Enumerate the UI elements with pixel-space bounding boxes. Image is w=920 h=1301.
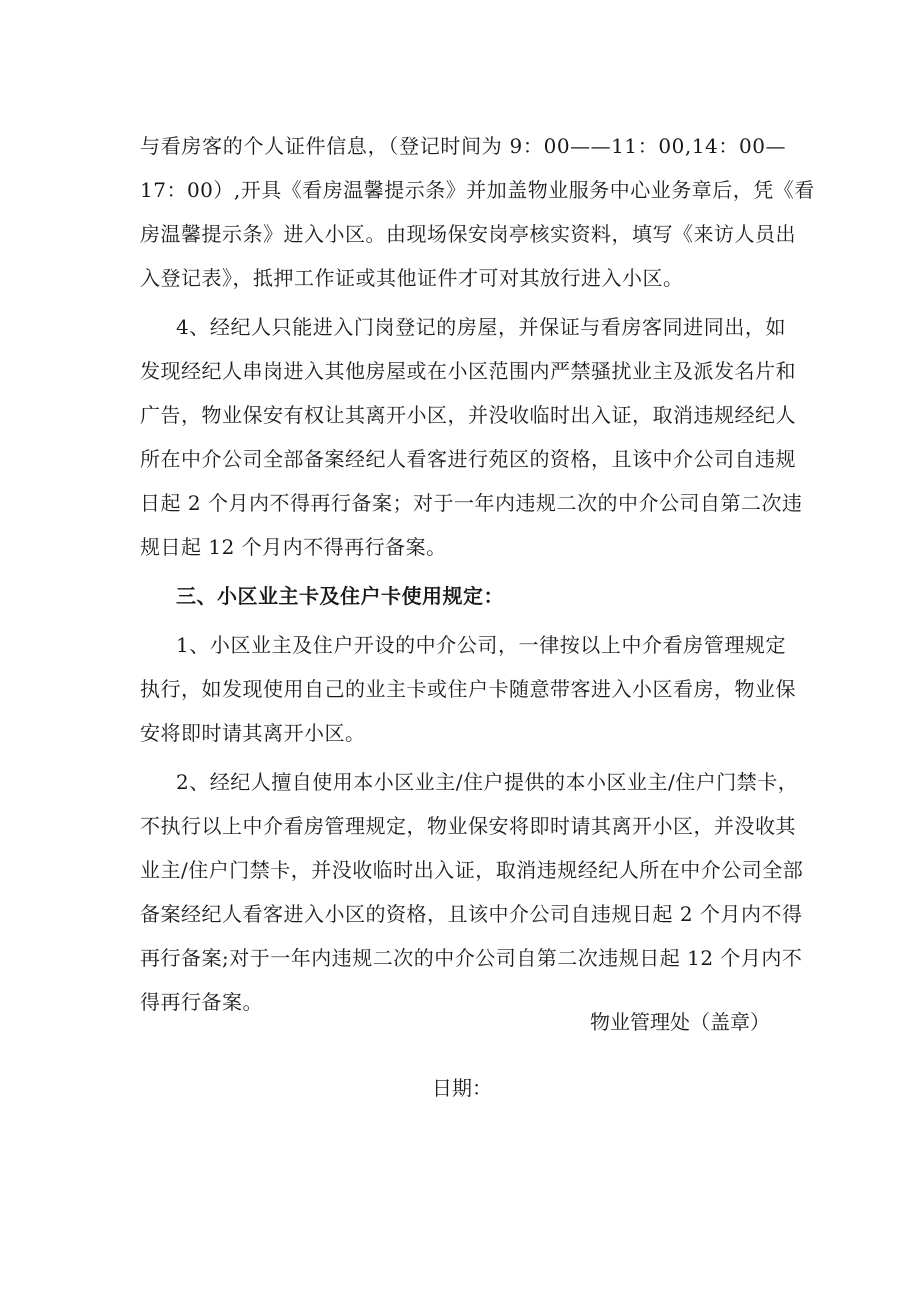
text-line: 2、经纪人擅自使用本小区业主/住户提供的本小区业主/住户门禁卡， <box>176 770 799 794</box>
text-line: 入登记表》，抵押工作证或其他证件才可对其放行进入小区。 <box>140 266 684 290</box>
section-heading-3 <box>140 574 786 618</box>
paragraph-registration <box>140 124 815 300</box>
paragraph-rule-3-1 <box>140 623 796 755</box>
section-heading: 三、小区业主卡及住户卡使用规定： <box>176 584 504 608</box>
text-line: 得再行备案。 <box>140 990 263 1014</box>
issuer-signature: 物业管理处（盖章） <box>590 1010 770 1034</box>
date-label: 日期： <box>432 1076 492 1100</box>
text-line: 不执行以上中介看房管理规定，物业保安将即时请其离开小区，并没收其 <box>140 814 796 838</box>
text-line: 广告，物业保安有权让其离开小区，并没收临时出入证，取消违规经纪人 <box>140 403 796 427</box>
text-line: 安将即时请其离开小区。 <box>140 721 366 745</box>
text-line: 房温馨提示条》进入小区。由现场保安岗亭核实资料，填写《来访人员出 <box>140 222 796 246</box>
paragraph-rule-3-2 <box>140 760 804 1024</box>
text-line: 4、经纪人只能进入门岗登记的房屋，并保证与看房客同进同出，如 <box>176 315 786 339</box>
text-line: 17：00）,开具《看房温馨提示条》并加盖物业服务中心业务章后，凭《看 <box>140 178 815 202</box>
text-line: 日起 2 个月内不得再行备案；对于一年内违规二次的中介公司自第二次违 <box>140 491 803 515</box>
text-line: 与看房客的个人证件信息，（登记时间为 9：00——11：00,14：00— <box>140 134 786 158</box>
text-line: 业主/住户门禁卡，并没收临时出入证，取消违规经纪人所在中介公司全部 <box>140 858 804 882</box>
text-line: 规日起 12 个月内不得再行备案。 <box>140 535 447 559</box>
text-line: 1、小区业主及住户开设的中介公司，一律按以上中介看房管理规定 <box>176 633 786 657</box>
paragraph-rule-4 <box>140 305 803 569</box>
text-line: 发现经纪人串岗进入其他房屋或在小区范围内严禁骚扰业主及派发名片和 <box>140 359 796 383</box>
text-line: 备案经纪人看客进入小区的资格，且该中介公司自违规日起 2 个月内不得 <box>140 902 803 926</box>
text-line: 执行，如发现使用自己的业主卡或住户卡随意带客进入小区看房，物业保 <box>140 677 796 701</box>
document-body <box>140 124 815 1029</box>
text-line: 所在中介公司全部备案经纪人看客进行苑区的资格，且该中介公司自违规 <box>140 447 796 471</box>
text-line: 再行备案;对于一年内违规二次的中介公司自第二次违规日起 12 个月内不 <box>140 946 803 970</box>
